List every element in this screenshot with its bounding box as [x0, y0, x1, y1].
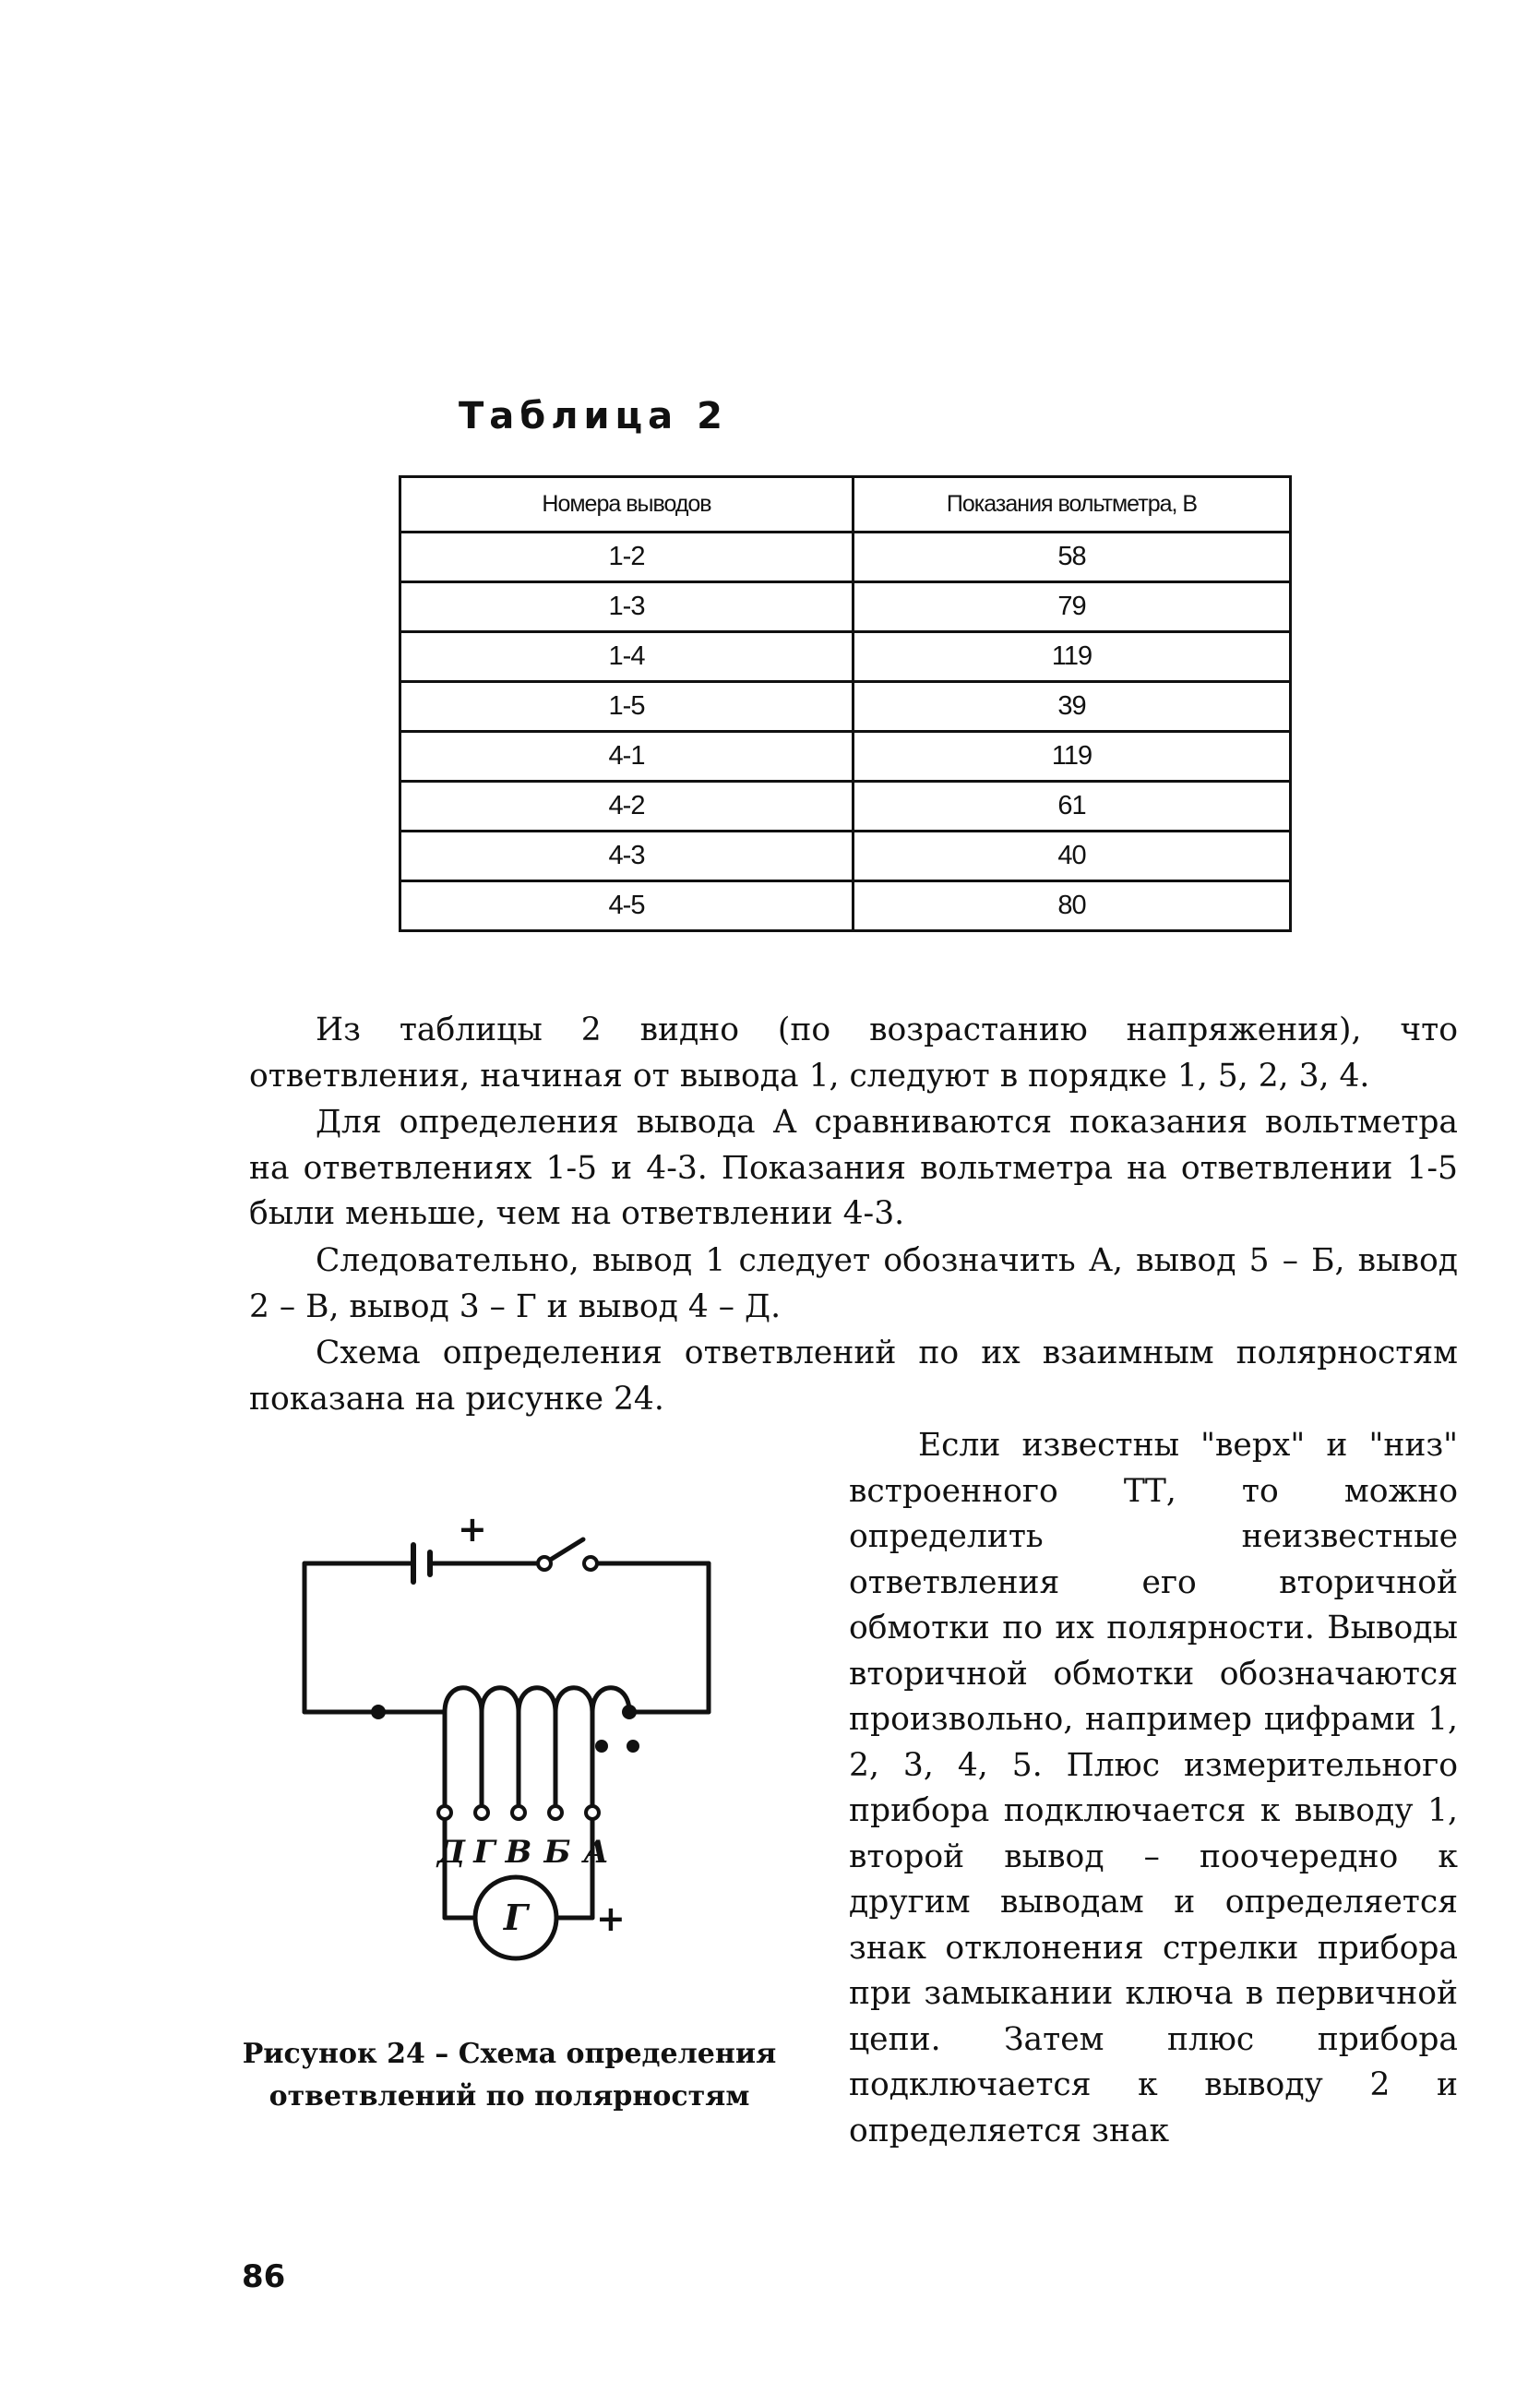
tap-terminal-g — [475, 1806, 488, 1819]
meter-plus-label: + — [596, 1898, 626, 1939]
switch-contact-left — [538, 1557, 551, 1570]
table-row — [400, 881, 1291, 931]
table-cell: 4-3 — [400, 832, 854, 881]
table-row — [400, 732, 1291, 782]
table-caption: Таблица 2 — [459, 395, 728, 437]
voltmeter-table — [399, 475, 1292, 932]
column-header-terminals: Номера выводов — [400, 477, 854, 533]
polarity-circuit-diagram — [277, 1504, 757, 1984]
tap-terminal-b — [549, 1806, 562, 1819]
table-cell: 1-4 — [400, 632, 854, 682]
tap-terminal-v — [512, 1806, 525, 1819]
galvanometer-label: Г — [503, 1897, 529, 1938]
junction-dot-right — [622, 1705, 637, 1719]
body-paragraph-3: Следовательно, вывод 1 следует обозначить А, вывод 5 – Б, вывод 2 – В, вывод 3 – Г и вывод 4 – Д. — [249, 1242, 1458, 1325]
table-cell: 61 — [854, 782, 1291, 832]
column-header-voltmeter: Показания вольтметра, В — [854, 477, 1291, 533]
table-cell: 119 — [854, 632, 1291, 682]
body-paragraph-5: Если известны "верх" и "низ" встроенного ТТ, то можно определить неизвестные ответвления его вторичной обмотки по их полярности. Выводы вторичной обмотки обозначаются произвольно, например цифрами 1, 2, 3, 4, 5. Плюс измерительного прибора подключается к выводу 1, второй вывод – поочередно к другим выводам и определяется знак отклонения стрелки прибора при замыкании ключа в первичной цепи. Затем плюс прибора подключается к выводу 2 и определяется знак — [849, 1427, 1458, 2149]
tap-terminal-a — [586, 1806, 599, 1819]
page-number: 86 — [242, 2258, 286, 2295]
table-cell: 4-5 — [400, 881, 854, 931]
switch-contact-right — [584, 1557, 597, 1570]
tap-label-b: Б — [543, 1834, 571, 1871]
tap-label-v: В — [505, 1834, 532, 1871]
table-cell: 1-5 — [400, 682, 854, 732]
table-cell: 4-1 — [400, 732, 854, 782]
tap-label-g: Г — [473, 1834, 495, 1871]
table-cell: 1-2 — [400, 533, 854, 582]
table-cell: 80 — [854, 881, 1291, 931]
battery-plus-label: + — [458, 1509, 487, 1550]
body-paragraph-1: Из таблицы 2 видно (по возрастанию напряжения), что ответвления, начиная от вывода 1, следуют в порядке 1, 5, 2, 3, 4. — [249, 1011, 1458, 1095]
table-row — [400, 582, 1291, 632]
table-row — [400, 632, 1291, 682]
table-cell: 39 — [854, 682, 1291, 732]
table-cell: 1-3 — [400, 582, 854, 632]
table-cell: 40 — [854, 832, 1291, 881]
table-row — [400, 682, 1291, 732]
body-paragraph-4: Схема определения ответвлений по их взаимным полярностям показана на рисунке 24. — [249, 1335, 1458, 1418]
table-cell: 119 — [854, 732, 1291, 782]
table-cell: 79 — [854, 582, 1291, 632]
tap-label-d: Д — [436, 1834, 466, 1871]
table-row — [400, 533, 1291, 582]
table-cell: 4-2 — [400, 782, 854, 832]
body-paragraph-2: Для определения вывода А сравниваются показания вольтметра на ответвлениях 1-5 и 4-3. Показания вольтметра на ответвлении 1-5 были меньше, чем на ответвлении 4-3. — [249, 1104, 1458, 1232]
tap-label-a: А — [583, 1834, 609, 1871]
polarity-dot-1 — [595, 1740, 608, 1753]
table-cell: 58 — [854, 533, 1291, 582]
figure-caption: Рисунок 24 – Схема определения ответвлений по полярностям — [242, 2038, 777, 2113]
table-row — [400, 832, 1291, 881]
table-header-row — [400, 477, 1291, 533]
secondary-winding — [445, 1688, 629, 1712]
polarity-dot-2 — [627, 1740, 639, 1753]
junction-dot-left — [371, 1705, 386, 1719]
tap-terminal-d — [438, 1806, 451, 1819]
table-row — [400, 782, 1291, 832]
